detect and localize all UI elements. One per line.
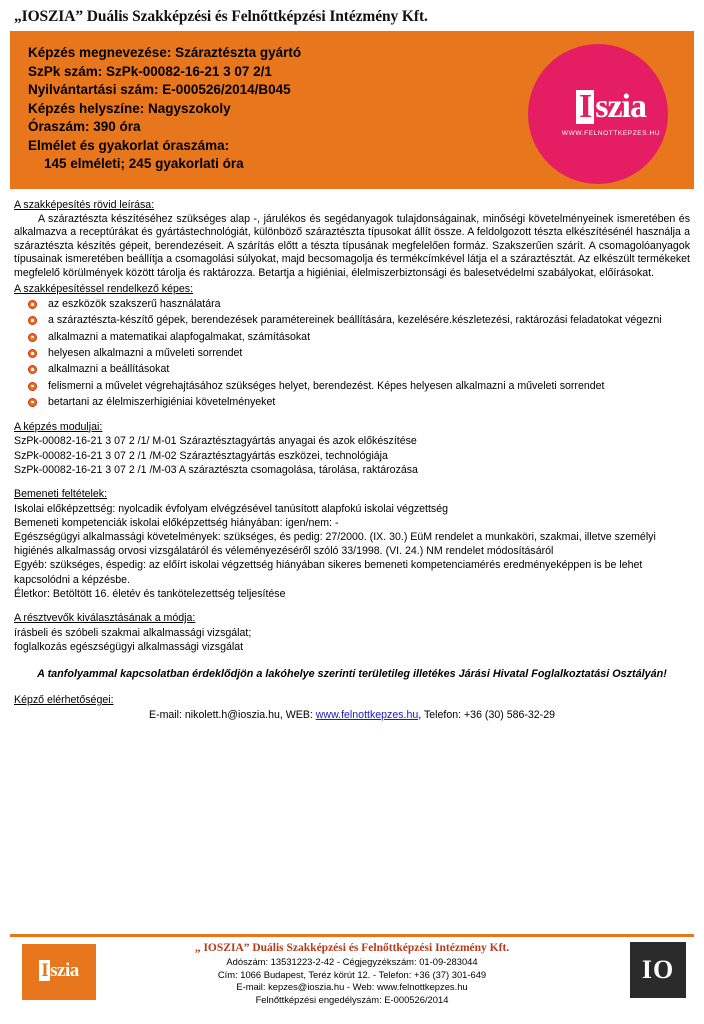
footer-logo-wordmark <box>22 960 96 982</box>
footer-logo-initial: I <box>41 960 49 981</box>
list-item <box>14 298 690 312</box>
phone-value: +36 (30) 586-32-29 <box>464 708 555 721</box>
list-item <box>14 380 690 394</box>
entry-line-competencies: Bemeneti kompetenciák iskolai előképzettség hiányában: igen/nem: - <box>14 516 339 529</box>
course-banner <box>10 34 694 189</box>
entry-requirements-block <box>14 488 690 601</box>
list-item <box>14 331 690 345</box>
bullet-icon <box>28 316 37 325</box>
bullet-icon <box>28 333 37 342</box>
footer-badge: IO <box>630 942 686 998</box>
footer-logo <box>22 944 96 1000</box>
skills-list <box>14 298 690 410</box>
entry-line-age: Életkor: Betöltött 16. életév és tankötelezettség teljesítése <box>14 587 286 600</box>
skill-text: betartani az élelmiszerhigiéniai követelményeket <box>48 395 276 408</box>
banner-line-name: Képzés megnevezése: Száraztészta gyártó <box>28 45 302 60</box>
skills-heading: A szakképesítéssel rendelkező képes: <box>14 282 194 295</box>
entry-line-other: Egyéb: szükséges, éspedig: az előírt iskolai végzettség hiányában sikeres bemeneti kompetenciamérés eredményeképpen is be lehet kapcsolódni a képzésbe. <box>14 559 643 586</box>
banner-line-location: Képzés helyszíne: Nagyszokoly <box>28 100 231 116</box>
web-link[interactable]: www.felnottkepzes.hu <box>315 708 419 721</box>
module-item: SzPk-00082-16-21 3 07 2 /1 /M-02 Száraztésztagyártás eszközei, technológiája <box>14 449 388 462</box>
list-item <box>14 347 690 361</box>
description-heading: A szakképesítés rövid leírása: <box>14 199 155 211</box>
contact-line <box>14 709 690 723</box>
email-value[interactable]: nikolett.h@ioszia.hu <box>184 708 280 721</box>
document-body <box>14 199 690 722</box>
logo-rest: szia <box>595 88 646 125</box>
list-item <box>14 314 690 328</box>
banner-line-theory-practice-detail: 145 elméleti; 245 gyakorlati óra <box>44 156 244 171</box>
list-item <box>14 396 690 410</box>
footer-line-address: Cím: 1066 Budapest, Teréz körút 12. - Telefon: +36 (37) 301-649 <box>217 968 487 980</box>
skill-text: felismerni a művelet végrehajtásához szükséges helyet, berendezést. Képes helyesen alkalmazni a műveleti sorrendet <box>48 379 605 392</box>
phone-label: , Telefon: <box>418 708 464 721</box>
footer-company-name: „ IOSZIA” Duális Szakképzési és Felnőttképzési Intézmény Kft. <box>194 942 510 954</box>
entry-line-education: Iskolai előképzettség: nyolcadik évfolyam elvégzésével tanúsított alapfokú iskolai végzettség <box>14 502 448 515</box>
logo-subtext: WWW.FELNOTTKEPZES.HU <box>561 130 661 137</box>
selection-heading-text: A résztvevők kiválasztásának a módja: <box>14 611 196 624</box>
footer-line-tax: Adószám: 13531223-2-42 - Cégjegyzékszám: 01-09-283044 <box>226 956 478 968</box>
selection-line-2: foglalkozás egészségügyi alkalmassági vizsgálat <box>14 640 244 653</box>
skill-text: az eszközök szakszerű használatára <box>48 298 221 311</box>
bullet-icon <box>28 365 37 374</box>
selection-heading <box>14 612 690 626</box>
banner-line-szpk: SzPk szám: SzPk-00082-16-21 3 07 2/1 <box>28 63 272 79</box>
list-item <box>14 363 690 377</box>
footer-details <box>110 942 594 1006</box>
module-item: SzPk-00082-16-21 3 07 2 /1/ M-01 Száraztésztagyártás anyagai és azok előkészítése <box>14 435 417 448</box>
banner-line-registry: Nyilvántartási szám: E-000526/2014/B045 <box>28 82 291 97</box>
document-footer <box>0 942 704 1024</box>
footer-logo-rest: szia <box>50 960 79 981</box>
document-title: „IOSZIA” Duális Szakképzési és Felnőttképzési Intézmény Kft. <box>14 8 428 25</box>
skill-text: alkalmazni a matematikai alapfogalmakat, számításokat <box>48 330 311 343</box>
bullet-icon <box>28 300 37 309</box>
logo-initial: I <box>576 90 594 124</box>
banner-line-hours: Óraszám: 390 óra <box>28 119 141 134</box>
banner-line-theory-practice: Elmélet és gyakorlat óraszáma: <box>28 137 230 153</box>
skill-text: helyesen alkalmazni a műveleti sorrendet <box>48 347 243 360</box>
bullet-icon <box>28 382 37 391</box>
skill-text: a száraztészta-készítő gépek, berendezések paramétereinek beállítására, kezelésére.készletezési, raktározási feladatokat végezni <box>48 314 662 327</box>
bullet-icon <box>28 398 37 407</box>
skill-text: alkalmazni a beállításokat <box>48 363 170 376</box>
modules-block <box>14 421 690 477</box>
footer-line-license: Felnőttképzési engedélyszám: E-000526/2014 <box>255 993 449 1005</box>
footer-divider <box>10 934 694 937</box>
email-label: E-mail: <box>149 708 185 721</box>
notice-text: A tanfolyammal kapcsolatban érdeklődjön a lakóhelye szerinti területileg illetékes Járási Hivatal Foglalkoztatási Osztályán! <box>37 667 667 680</box>
description-text: A száraztészta készítéséhez szükséges alap -, járulékos és segédanyagok tulajdonságainak, minőségi követelményeinek ismeretében és alkalmazva a receptúrákat és gyártástechnológiát, különböző száraztészta típusokat állít össze. A feldolgozott tészta elkészítésénél használja a száraztészta készítés gépeit, berendezéseit. A szárítás előtt a tészta típusának megfelelően formáz. Szakszerűen szárít. A csomagolóanyagok típusainak ismeretében beállítja a csomagolási súlyokat, majd becsomagolja és termékcímkével látja el a száraztésztát. Az elkészült termékeket megfelelő körülmények között tárolja és raktározza. Betartja a higiéniai, élelmiszerbiztonsági és balesetvédelmi szabályokat, előírásokat. <box>14 212 690 279</box>
bullet-icon <box>28 349 37 358</box>
entry-requirements-heading: Bemeneti feltételek: <box>14 487 108 500</box>
selection-line-1: írásbeli és szóbeli szakmai alkalmassági vizsgálat; <box>14 626 252 639</box>
selection-block <box>14 612 690 654</box>
contact-heading: Képző elérhetőségei: <box>14 693 114 706</box>
web-label: , WEB: <box>279 708 316 721</box>
module-item: SzPk-00082-16-21 3 07 2 /1 /M-03 A száraztészta csomagolása, tárolása, raktározása <box>14 463 418 476</box>
course-banner-lines <box>28 44 682 174</box>
entry-line-health: Egészségügyi alkalmassági követelmények: szükséges, és pedig: 27/2000. (IX. 30.) EüM rendelet a munkaköri, szakmai, illetve személyi higiénés alkalmasság orvosi vizsgálatáról és véleményezéséről szóló 33/1998. (VI. 24.) NM rendelet módosításáról <box>14 530 656 558</box>
modules-heading: A képzés moduljai: <box>14 420 103 433</box>
footer-line-contact: E-mail: kepzes@ioszia.hu - Web: www.felnottkepzes.hu <box>236 981 468 993</box>
